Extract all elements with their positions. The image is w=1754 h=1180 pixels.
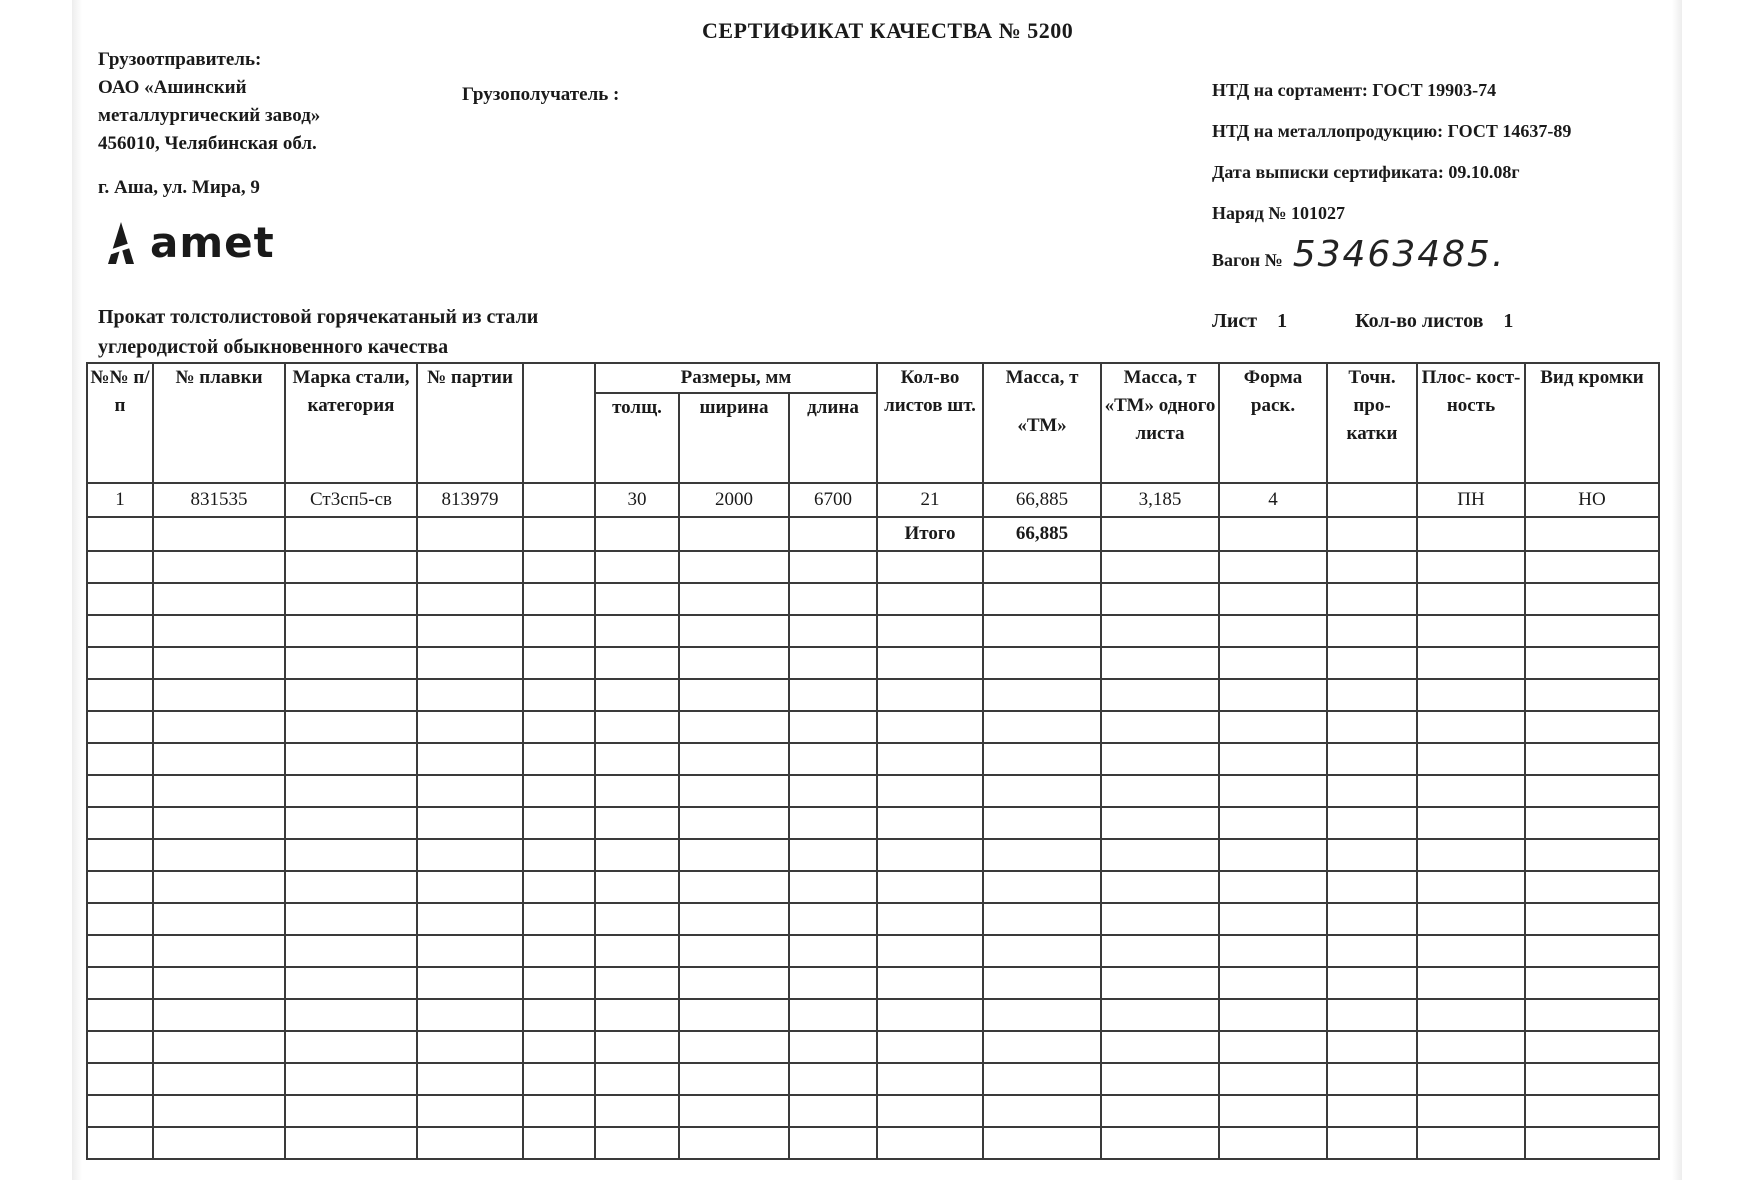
header-mass-label: Масса, т [1005,367,1079,388]
header-width: ширина [679,393,789,483]
product-description [98,302,538,362]
cell-precision [1327,483,1417,517]
sheet-value: 1 [1277,310,1288,332]
sheet-label: Лист [1212,310,1258,332]
product-line2: углеродистой обыкновенного качества [98,336,449,358]
consignee-label: Грузополучатель : [462,84,620,105]
table-row [87,483,1659,517]
header-num: №№ п/п [87,363,153,483]
cell-cut-form: 4 [1219,483,1327,517]
empty-row [87,679,1659,711]
header-grade: Марка стали, категория [285,363,417,483]
ntd-assortment: НТД на сортамент: ГОСТ 19903-74 [1212,80,1497,100]
cell-grade: Ст3сп5-св [285,483,417,517]
wagon-line [1212,234,1571,281]
product-line1: Прокат толстолистовой горячекатаный из стали [98,306,539,328]
header-precision: Точн. про- катки [1327,363,1417,483]
cell-heat: 831535 [153,483,285,517]
shipper-address-line2: г. Аша, ул. Мира, 9 [98,177,260,198]
empty-row [87,1127,1659,1159]
header-mass-tm: «ТМ» [1017,415,1067,436]
empty-row [87,807,1659,839]
table-body [87,483,1659,1159]
empty-row [87,551,1659,583]
cell-length: 6700 [789,483,877,517]
sheet-count-value: 1 [1503,310,1514,332]
cell-edge: НО [1525,483,1659,517]
ntd-metal-products: НТД на металлопродукцию: ГОСТ 14637-89 [1212,121,1572,141]
header-length: длина [789,393,877,483]
empty-row [87,775,1659,807]
empty-row [87,935,1659,967]
wagon-label: Вагон № [1212,250,1283,270]
cell-sheets-count: 21 [877,483,983,517]
shipper-address-line1: 456010, Челябинская обл. [98,133,317,154]
total-row [87,517,1659,551]
empty-row [87,967,1659,999]
header-sheets-count: Кол-во листов шт. [877,363,983,483]
shipper-label: Грузоотправитель: [98,49,262,70]
empty-row [87,615,1659,647]
empty-row [87,743,1659,775]
header-edge: Вид кромки [1525,363,1659,483]
cell-batch: 813979 [417,483,523,517]
company-logo [106,218,275,267]
scan-edge-right [1672,0,1682,1180]
order-number: Наряд № 101027 [1212,203,1345,223]
cell-mass: 66,885 [983,483,1101,517]
header-blank [523,363,595,483]
empty-row [87,583,1659,615]
header-flatness: Плос- кост- ность [1417,363,1525,483]
empty-row [87,1031,1659,1063]
shipper-name-line1: ОАО «Ашинский [98,77,247,98]
header-mass [983,363,1101,483]
scan-edge-left [72,0,82,1180]
shipper-block [98,46,320,202]
empty-row [87,999,1659,1031]
cell-blank [523,483,595,517]
empty-row [87,871,1659,903]
cell-width: 2000 [679,483,789,517]
header-thickness: толщ. [595,393,679,483]
logo-text: amet [150,218,275,267]
sheet-info [1212,310,1513,333]
cell-flatness: ПН [1417,483,1525,517]
total-label: Итого [877,517,983,551]
empty-row [87,711,1659,743]
header-batch: № партии [417,363,523,483]
cell-thickness: 30 [595,483,679,517]
header-cut-form: Форма раск. [1219,363,1327,483]
header-dimensions: Размеры, мм [595,363,877,393]
cell-mass-one: 3,185 [1101,483,1219,517]
cell-num: 1 [87,483,153,517]
total-mass: 66,885 [983,517,1101,551]
shipper-name-line2: металлургический завод» [98,105,321,126]
header-mass-one: Масса, т «ТМ» одного листа [1101,363,1219,483]
ntd-block [1212,70,1571,281]
wagon-number-handwritten: 53463485. [1292,234,1506,275]
certificate-table [86,362,1660,1160]
empty-row [87,839,1659,871]
amet-logo-icon [106,220,136,266]
empty-row [87,1095,1659,1127]
empty-row [87,903,1659,935]
sheet-count-label: Кол-во листов [1355,310,1484,332]
empty-row [87,1063,1659,1095]
header-heat: № плавки [153,363,285,483]
certificate-title: СЕРТИФИКАТ КАЧЕСТВА № 5200 [702,18,1074,43]
certificate-issue-date: Дата выписки сертификата: 09.10.08г [1212,162,1520,182]
empty-row [87,647,1659,679]
